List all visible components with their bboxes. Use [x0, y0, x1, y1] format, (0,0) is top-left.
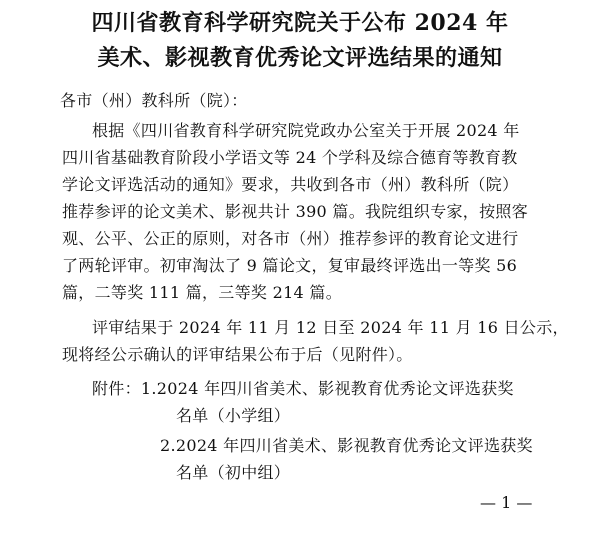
- document-title-line-1: 四川省教育科学研究院关于公布 2024 年: [91, 10, 509, 36]
- paragraph-1-line-6: 了两轮评审。初审淘汰了 9 篇论文，复审最终评选出一等奖 56: [62, 256, 518, 275]
- page-number: — 1 —: [480, 493, 533, 512]
- paragraph-1-line-4: 推荐参评的论文美术、影视共计 390 篇。我院组织专家，按照客: [62, 202, 529, 221]
- salutation: 各市（州）教科所（院）：: [60, 91, 248, 110]
- attachment-2-line-1: 2.2024 年四川省美术、影视教育优秀论文评选获奖: [160, 436, 533, 455]
- paragraph-1-line-2: 四川省基础教育阶段小学语文等 24 个学科及综合德育等教育教: [62, 148, 518, 167]
- paragraph-1-line-7: 篇，二等奖 111 篇，三等奖 214 篇。: [62, 283, 343, 302]
- paragraph-1-line-5: 观、公平、公正的原则，对各市（州）推荐参评的教育论文进行: [62, 229, 519, 248]
- attachment-2-line-2: 名单（初中组）: [176, 463, 291, 482]
- attachment-1-line-1: 附件：1.2024 年四川省美术、影视教育优秀论文评选获奖: [92, 379, 514, 398]
- paragraph-2-line-1: 评审结果于 2024 年 11 月 12 日至 2024 年 11 月 16 日公示，: [92, 318, 569, 337]
- paragraph-2-line-2: 现将经公示确认的评审结果公布于后（见附件）。: [62, 345, 413, 364]
- attachment-1-line-2: 名单（小学组）: [176, 406, 291, 425]
- document-title-line-2: 美术、影视教育优秀论文评选结果的通知: [97, 45, 503, 71]
- paragraph-1-line-1: 根据《四川省教育科学研究院党政办公室关于开展 2024 年: [92, 121, 520, 140]
- paragraph-1-line-3: 学论文评选活动的通知》要求，共收到各市（州）教科所（院）: [62, 175, 519, 194]
